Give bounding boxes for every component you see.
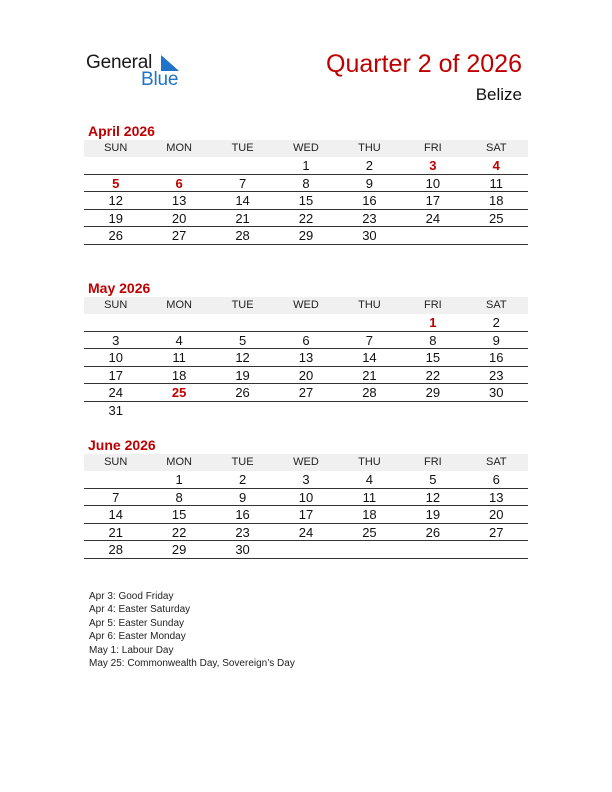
day-cell: 15: [147, 506, 210, 524]
day-cell: 25: [147, 384, 210, 402]
empty-day-cell: [465, 402, 528, 420]
empty-day-cell: [465, 227, 528, 245]
weekday-label: SAT: [465, 454, 528, 471]
day-cell: 17: [274, 506, 337, 524]
weekday-header: [84, 297, 528, 314]
day-cell: 22: [147, 524, 210, 542]
empty-day-cell: [274, 314, 337, 332]
day-cell: 4: [465, 157, 528, 175]
weekday-label: FRI: [401, 140, 464, 157]
day-cell: 23: [465, 367, 528, 385]
weekday-label: FRI: [401, 454, 464, 471]
weekday-label: SAT: [465, 140, 528, 157]
logo-text-blue: Blue: [141, 69, 179, 90]
day-cell: 3: [401, 157, 464, 175]
day-cell: 13: [465, 489, 528, 507]
month-title: April 2026: [88, 123, 155, 139]
empty-day-cell: [274, 402, 337, 420]
day-cell: 19: [84, 210, 147, 228]
day-cell: 20: [147, 210, 210, 228]
day-cell: 25: [465, 210, 528, 228]
day-cell: 9: [338, 175, 401, 193]
holiday-note: Apr 3: Good Friday: [89, 591, 174, 602]
empty-day-cell: [84, 157, 147, 175]
weekday-label: WED: [274, 297, 337, 314]
holiday-notes: [89, 590, 295, 670]
empty-day-cell: [147, 314, 210, 332]
weekday-label: SUN: [84, 140, 147, 157]
day-cell: 10: [84, 349, 147, 367]
day-cell: 11: [338, 489, 401, 507]
day-cell: 27: [274, 384, 337, 402]
month-title: June 2026: [88, 437, 156, 453]
day-cell: 24: [84, 384, 147, 402]
holiday-note: Apr 6: Easter Monday: [89, 631, 186, 643]
day-cell: 13: [274, 349, 337, 367]
day-cell: 12: [401, 489, 464, 507]
day-cell: 7: [84, 489, 147, 507]
day-cell: 1: [401, 314, 464, 332]
day-cell: 19: [211, 367, 274, 385]
day-cell: 15: [401, 349, 464, 367]
day-cell: 26: [211, 384, 274, 402]
weekday-label: SAT: [465, 297, 528, 314]
day-cell: 6: [465, 471, 528, 489]
day-cell: 4: [147, 332, 210, 350]
day-cell: 14: [84, 506, 147, 524]
empty-day-cell: [401, 402, 464, 420]
day-cell: 21: [84, 524, 147, 542]
day-cell: 30: [465, 384, 528, 402]
empty-day-cell: [338, 314, 401, 332]
generalblue-logo: [86, 50, 196, 90]
day-cell: 15: [274, 192, 337, 210]
day-cell: 27: [147, 227, 210, 245]
day-cell: 3: [84, 332, 147, 350]
day-cell: 5: [84, 175, 147, 193]
weekday-label: FRI: [401, 297, 464, 314]
logo-text-general: General: [86, 52, 153, 73]
day-cell: 2: [338, 157, 401, 175]
empty-day-cell: [211, 402, 274, 420]
day-cell: 16: [211, 506, 274, 524]
day-cell: 18: [465, 192, 528, 210]
day-cell: 29: [274, 227, 337, 245]
empty-day-cell: [147, 157, 210, 175]
day-cell: 31: [108, 402, 123, 418]
day-cell: 28: [211, 227, 274, 245]
weekday-label: TUE: [211, 140, 274, 157]
weekday-label: WED: [274, 140, 337, 157]
day-cell: 18: [147, 367, 210, 385]
month-april: [84, 122, 528, 245]
empty-day-cell: [147, 402, 210, 420]
weekday-label: MON: [147, 140, 210, 157]
weekday-label: MON: [147, 454, 210, 471]
day-cell: 8: [401, 332, 464, 350]
empty-day-cell: [274, 541, 337, 559]
month-title: May 2026: [88, 280, 151, 296]
country-name: Belize: [475, 85, 522, 104]
day-cell: 5: [211, 332, 274, 350]
day-cell: 28: [84, 541, 147, 559]
weekday-label: MON: [147, 297, 210, 314]
holiday-note: Apr 5: Easter Sunday: [89, 617, 185, 629]
weekday-header: [84, 454, 528, 471]
days-grid: [84, 471, 528, 559]
day-cell: 12: [84, 192, 147, 210]
empty-day-cell: [338, 402, 401, 420]
empty-day-cell: [401, 227, 464, 245]
empty-day-cell: [211, 157, 274, 175]
day-cell: 6: [274, 332, 337, 350]
day-cell: 27: [465, 524, 528, 542]
page-title: Quarter 2 of 2026: [326, 50, 522, 78]
day-cell: 2: [211, 471, 274, 489]
day-cell: 24: [274, 524, 337, 542]
day-cell: 4: [338, 471, 401, 489]
day-cell: 29: [401, 384, 464, 402]
day-cell: 1: [274, 157, 337, 175]
day-cell: 30: [338, 227, 401, 245]
day-cell: 23: [211, 524, 274, 542]
day-cell: 14: [211, 192, 274, 210]
day-cell: 2: [465, 314, 528, 332]
day-cell: 11: [465, 175, 528, 193]
holiday-note: May 25: Commonwealth Day, Sovereign’s Day: [89, 658, 295, 670]
weekday-label: SUN: [84, 297, 147, 314]
day-cell: 12: [211, 349, 274, 367]
days-grid: [84, 157, 528, 245]
day-cell: 30: [211, 541, 274, 559]
weekday-label: THU: [338, 297, 401, 314]
day-cell: 14: [338, 349, 401, 367]
day-cell: 17: [401, 192, 464, 210]
empty-day-cell: [84, 314, 147, 332]
days-grid: [84, 314, 528, 419]
day-cell: 19: [401, 506, 464, 524]
day-cell: 20: [465, 506, 528, 524]
day-cell: 5: [401, 471, 464, 489]
empty-day-cell: [401, 541, 464, 559]
holiday-note: Apr 4: Easter Saturday: [89, 604, 191, 616]
day-cell: 23: [338, 210, 401, 228]
weekday-label: THU: [338, 454, 401, 471]
weekday-header: [84, 140, 528, 157]
day-cell: 9: [211, 489, 274, 507]
day-cell: 22: [274, 210, 337, 228]
day-cell: 9: [465, 332, 528, 350]
day-cell: 29: [147, 541, 210, 559]
day-cell: 13: [147, 192, 210, 210]
day-cell: 22: [401, 367, 464, 385]
day-cell: 10: [274, 489, 337, 507]
day-cell: 21: [211, 210, 274, 228]
day-cell: 6: [147, 175, 210, 193]
weekday-label: THU: [338, 140, 401, 157]
empty-day-cell: [338, 541, 401, 559]
day-cell: 3: [274, 471, 337, 489]
day-cell: 25: [338, 524, 401, 542]
weekday-label: SUN: [84, 454, 147, 471]
day-cell: 11: [147, 349, 210, 367]
weekday-label: TUE: [211, 297, 274, 314]
empty-day-cell: [465, 541, 528, 559]
day-cell: 17: [84, 367, 147, 385]
empty-day-cell: [84, 471, 147, 489]
day-cell: 18: [338, 506, 401, 524]
day-cell: 8: [274, 175, 337, 193]
holiday-note: May 1: Labour Day: [89, 644, 174, 656]
day-cell: 7: [211, 175, 274, 193]
day-cell: 8: [147, 489, 210, 507]
day-cell: 26: [401, 524, 464, 542]
month-june: [84, 436, 528, 559]
day-cell: 21: [338, 367, 401, 385]
day-cell: 7: [338, 332, 401, 350]
weekday-label: WED: [274, 454, 337, 471]
day-cell: 16: [338, 192, 401, 210]
day-cell: 20: [274, 367, 337, 385]
day-cell: 1: [147, 471, 210, 489]
day-cell: 28: [338, 384, 401, 402]
day-cell: 10: [401, 175, 464, 193]
empty-day-cell: [211, 314, 274, 332]
day-cell: 26: [84, 227, 147, 245]
day-cell: 16: [465, 349, 528, 367]
weekday-label: TUE: [211, 454, 274, 471]
day-cell: 24: [401, 210, 464, 228]
month-may: [84, 279, 528, 419]
